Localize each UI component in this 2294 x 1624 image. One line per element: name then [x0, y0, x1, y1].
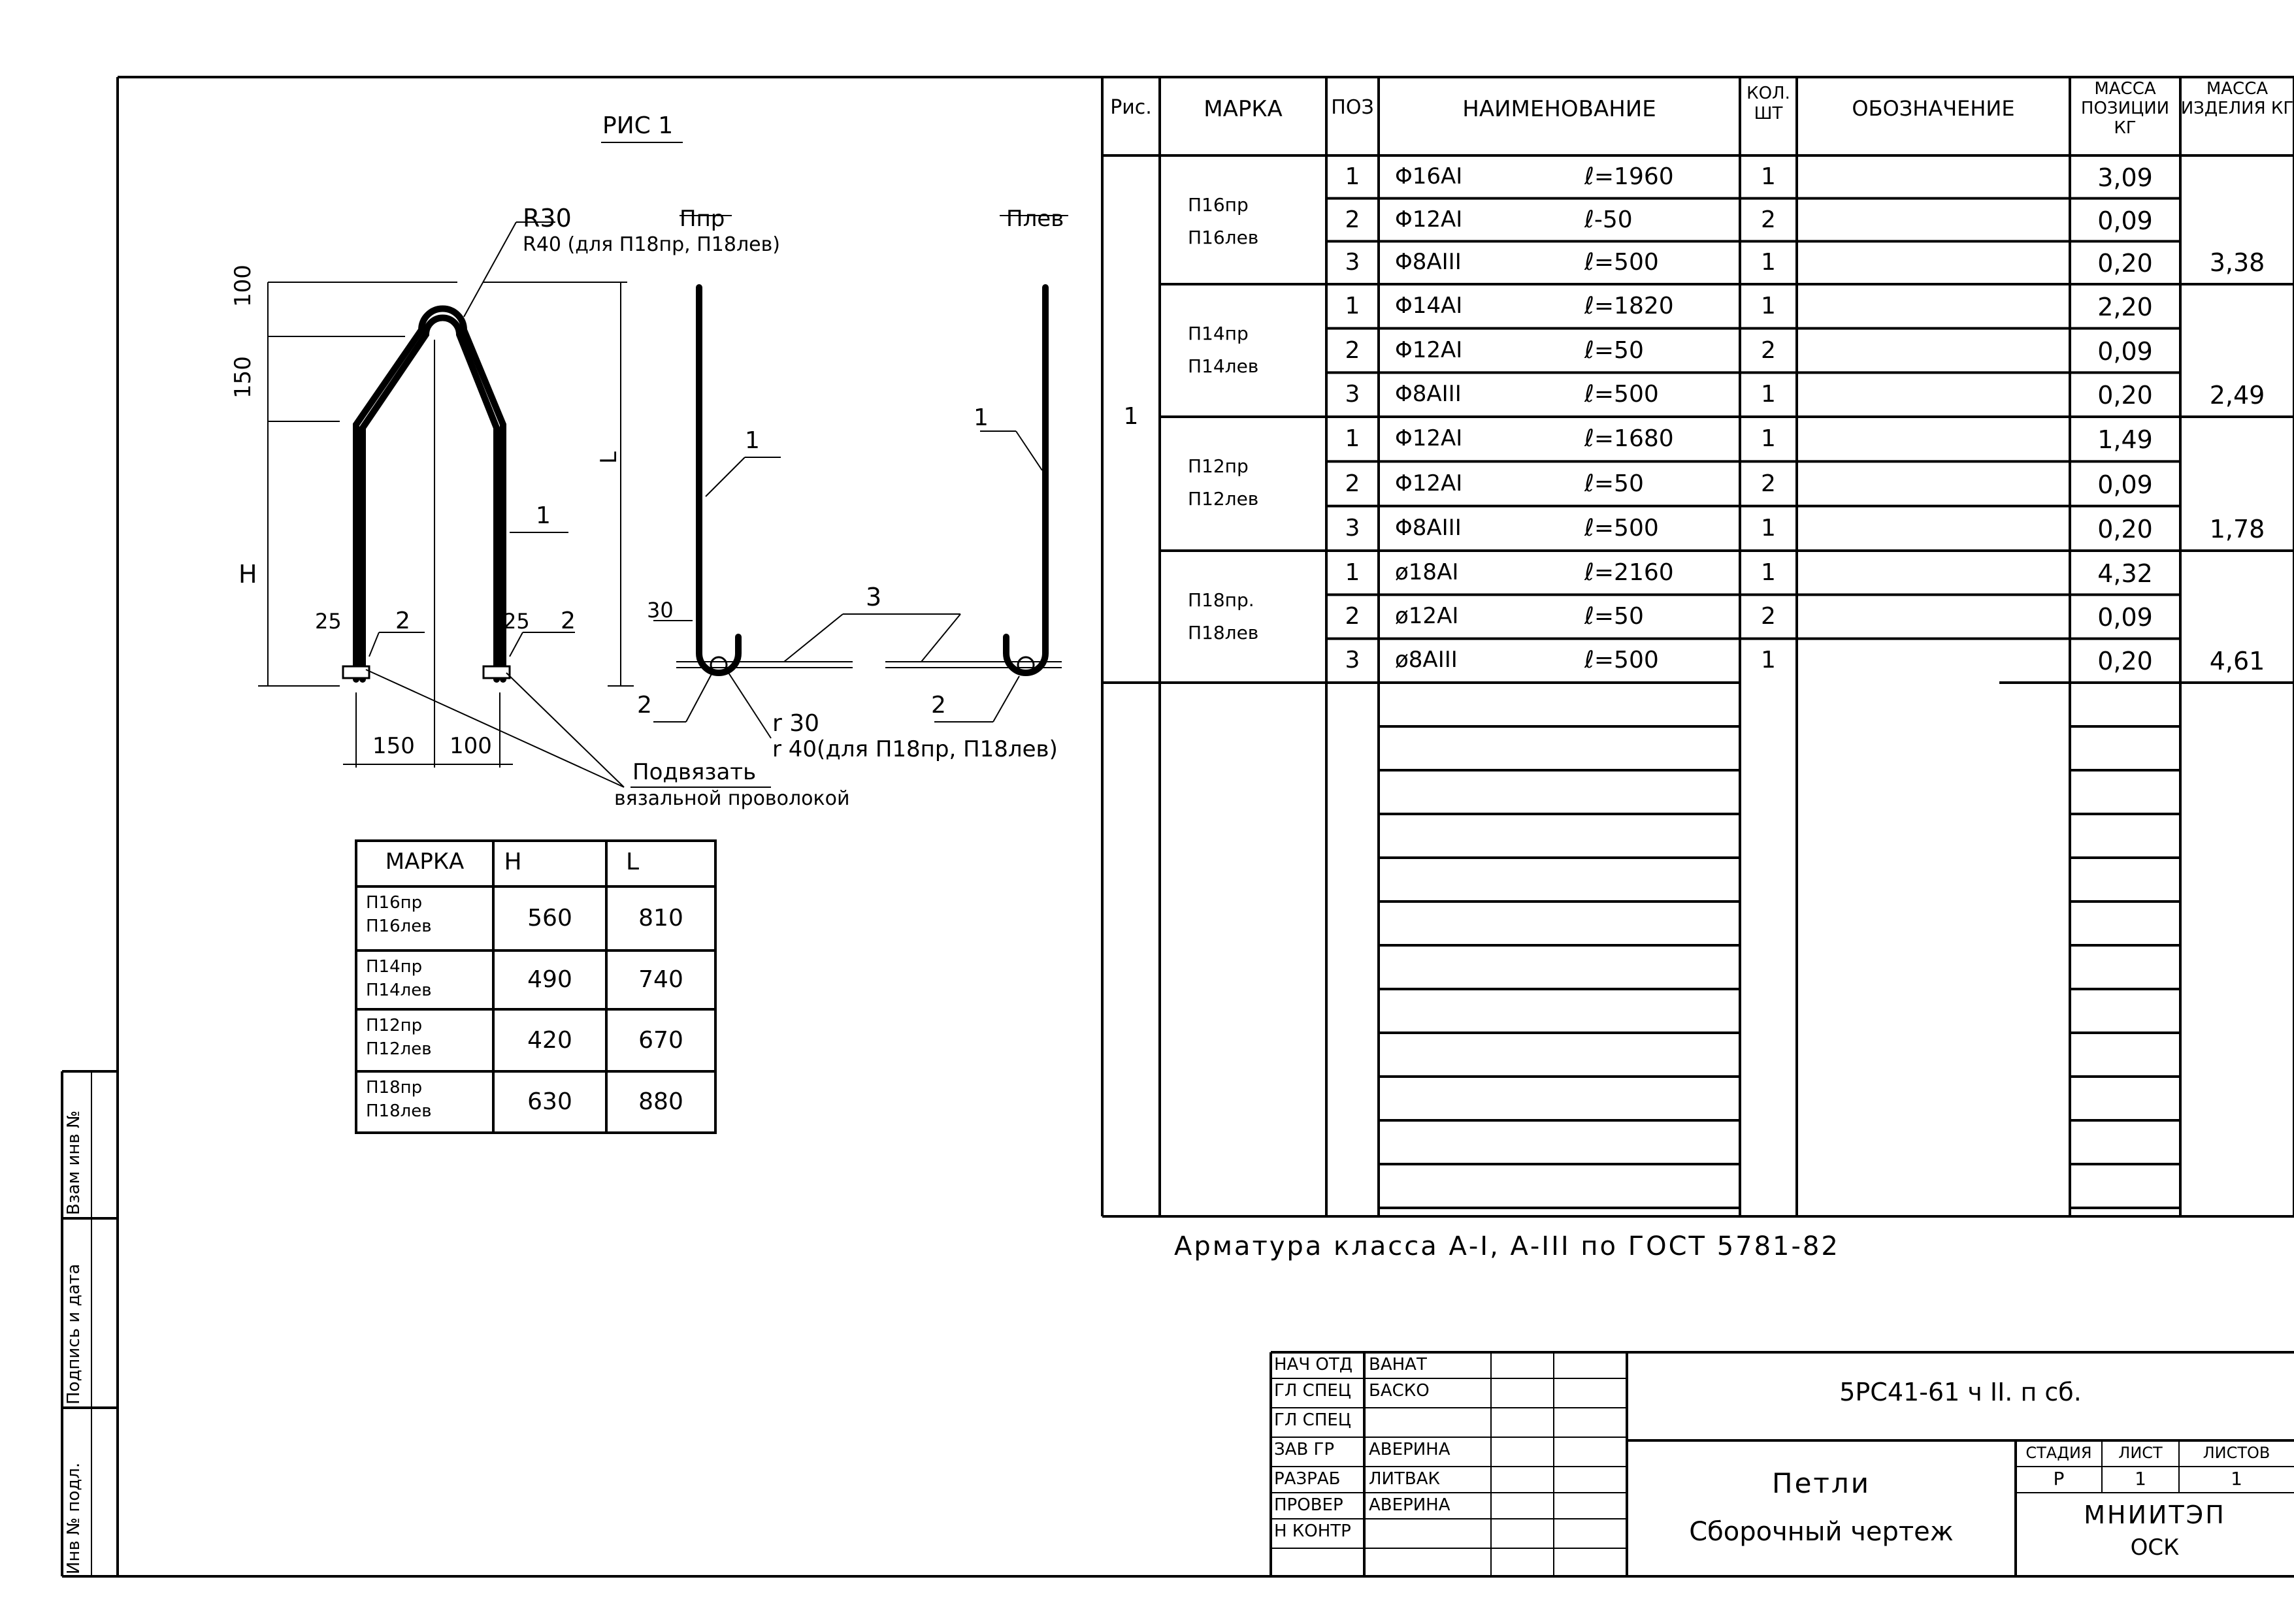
tb-name: АВЕРИНА — [1369, 1440, 1450, 1459]
spec-row-length: ℓ=500 — [1584, 381, 1659, 408]
spec-row-poz: 2 — [1345, 206, 1360, 233]
radius-label-1: R30 — [523, 204, 572, 233]
document-code: 5РС41-61 ч II. п сб. — [1839, 1378, 2082, 1406]
org-line-2: ОСК — [2130, 1535, 2180, 1561]
tb-name: АВЕРИНА — [1369, 1495, 1450, 1515]
dim-100-horizontal: 100 — [450, 733, 492, 759]
spec-header-ris: Рис. — [1110, 96, 1152, 119]
spec-row-qty: 2 — [1761, 206, 1776, 233]
spec-row-mass: 4,32 — [2097, 559, 2153, 588]
label-pr: Ппр — [680, 206, 725, 232]
pos-label-2c: 2 — [637, 692, 652, 719]
dim-25-left: 25 — [315, 609, 342, 634]
dim-H-label: H — [238, 560, 257, 589]
label-lev: Плев — [1006, 206, 1064, 232]
sheets-label: ЛИСТОВ — [2203, 1444, 2270, 1462]
spec-row-mass: 1,49 — [2097, 425, 2153, 455]
spec-row-poz: 3 — [1345, 514, 1360, 542]
spec-group-mark2: П18лев — [1188, 622, 1259, 643]
stage-label: СТАДИЯ — [2025, 1444, 2092, 1462]
spec-row-name: Φ12АI — [1395, 470, 1463, 496]
spec-row-length: ℓ=1960 — [1584, 163, 1674, 190]
spec-row-mass: 3,09 — [2097, 163, 2153, 192]
rebar-class-note: Арматура класса А-I, А-III по ГОСТ 5781-82 — [1174, 1231, 1840, 1261]
dims-row-h: 630 — [527, 1088, 572, 1115]
side-stamp-sign: Подпись и дата — [64, 1263, 84, 1405]
dim-30: 30 — [647, 598, 674, 623]
dim-25-right: 25 — [503, 609, 530, 634]
spec-row-length: ℓ=1820 — [1584, 292, 1674, 319]
spec-row-qty: 1 — [1761, 559, 1776, 586]
dims-row-h: 560 — [527, 905, 572, 932]
tb-role: ПРОВЕР — [1274, 1495, 1343, 1515]
spec-group-mark1: П14пр — [1188, 323, 1249, 344]
dim-L-label: L — [596, 451, 622, 464]
spec-row-length: ℓ=50 — [1584, 470, 1644, 497]
pos-label-1a: 1 — [536, 502, 551, 529]
spec-row-poz: 3 — [1345, 381, 1360, 408]
pos-label-3: 3 — [866, 583, 882, 611]
dims-row-mark1: П14пр — [366, 957, 423, 977]
spec-group-total: 3,38 — [2209, 248, 2265, 277]
tie-note-line-1: Подвязать — [632, 759, 757, 785]
spec-row-poz: 1 — [1345, 425, 1360, 453]
spec-header-mass-item: МАССА ИЗДЕЛИЯ КГ — [2180, 79, 2294, 118]
spec-row-poz: 1 — [1345, 292, 1360, 319]
tb-role: РАЗРАБ — [1274, 1469, 1341, 1489]
spec-header-marka: МАРКА — [1204, 96, 1283, 122]
dim-150-vertical: 150 — [230, 356, 256, 398]
spec-row-name: ø12АI — [1395, 603, 1459, 629]
spec-row-poz: 2 — [1345, 603, 1360, 630]
spec-row-length: ℓ=50 — [1584, 603, 1644, 630]
pos-label-1c: 1 — [974, 404, 989, 431]
dims-row-mark2: П14лев — [366, 981, 432, 1000]
tb-role: ЗАВ ГР — [1274, 1440, 1335, 1459]
spec-group-mark1: П12пр — [1188, 455, 1249, 477]
spec-row-qty: 1 — [1761, 514, 1776, 542]
spec-row-mass: 0,09 — [2097, 603, 2153, 632]
spec-row-length: ℓ=50 — [1584, 336, 1644, 364]
tb-name: БАСКО — [1369, 1381, 1430, 1401]
tb-role: ГЛ СПЕЦ — [1274, 1410, 1351, 1430]
spec-row-name: ø18АI — [1395, 559, 1459, 585]
spec-row-length: ℓ=500 — [1584, 514, 1659, 542]
spec-row-qty: 2 — [1761, 603, 1776, 630]
radius-label-2: R40 (для П18пр, П18лев) — [523, 233, 780, 256]
spec-row-length: ℓ-50 — [1584, 206, 1633, 233]
dims-row-mark1: П18пр — [366, 1078, 423, 1097]
stage-value: Р — [2053, 1468, 2065, 1489]
dims-row-l: 810 — [638, 905, 683, 932]
tb-role: Н КОНТР — [1274, 1521, 1351, 1541]
spec-row-qty: 2 — [1761, 470, 1776, 497]
dim-150-horizontal: 150 — [372, 733, 415, 759]
tb-name: ВАНАТ — [1369, 1355, 1427, 1374]
title-line-2: Сборочный чертеж — [1689, 1517, 1954, 1547]
spec-row-poz: 2 — [1345, 470, 1360, 497]
spec-group-mark2: П12лев — [1188, 488, 1259, 510]
dims-row-l: 740 — [638, 966, 683, 993]
dims-row-l: 880 — [638, 1088, 683, 1115]
dims-row-mark1: П12пр — [366, 1016, 423, 1035]
spec-row-length: ℓ=500 — [1584, 249, 1659, 276]
sheets-value: 1 — [2231, 1468, 2242, 1489]
dims-header-l: L — [625, 849, 640, 875]
spec-row-poz: 2 — [1345, 336, 1360, 364]
spec-row-length: ℓ=1680 — [1584, 425, 1674, 453]
spec-row-qty: 1 — [1761, 425, 1776, 453]
spec-row-qty: 1 — [1761, 249, 1776, 276]
figure-title: РИС 1 — [602, 112, 674, 139]
spec-row-name: ø8АIII — [1395, 647, 1458, 674]
dims-row-h: 490 — [527, 966, 572, 993]
spec-row-poz: 3 — [1345, 249, 1360, 276]
dims-row-h: 420 — [527, 1026, 572, 1054]
dims-header-mark: МАРКА — [385, 849, 465, 875]
radius-small-2: r 40(для П18пр, П18лев) — [772, 736, 1058, 762]
spec-row-mass: 0,20 — [2097, 249, 2153, 278]
spec-group-mark1: П16пр — [1188, 194, 1249, 216]
spec-header-name: НАИМЕНОВАНИЕ — [1462, 96, 1656, 122]
spec-row-poz: 1 — [1345, 559, 1360, 586]
dims-row-mark1: П16пр — [366, 893, 423, 913]
spec-row-mass: 0,20 — [2097, 381, 2153, 410]
dims-row-l: 670 — [638, 1026, 683, 1054]
spec-header-poz: ПОЗ — [1331, 96, 1374, 119]
spec-group-total: 1,78 — [2209, 515, 2265, 544]
spec-group-total: 4,61 — [2209, 647, 2265, 675]
spec-row-poz: 3 — [1345, 647, 1360, 674]
spec-group-mark1: П18пр. — [1188, 589, 1254, 611]
spec-row-poz: 1 — [1345, 163, 1360, 190]
tb-name: ЛИТВАК — [1369, 1469, 1440, 1489]
side-stamp-vzam: Взам инв № — [64, 1111, 84, 1215]
spec-row-qty: 1 — [1761, 163, 1776, 190]
spec-row-mass: 0,20 — [2097, 514, 2153, 544]
spec-group-mark2: П14лев — [1188, 355, 1259, 377]
dims-row-mark2: П12лев — [366, 1039, 432, 1059]
spec-row-mass: 0,09 — [2097, 470, 2153, 499]
spec-row-mass: 2,20 — [2097, 292, 2153, 321]
pos-label-2d: 2 — [931, 692, 946, 719]
spec-row-name: Φ8АIII — [1395, 381, 1462, 408]
spec-group-total: 2,49 — [2209, 381, 2265, 410]
spec-row-name: Φ8АIII — [1395, 249, 1462, 276]
dims-row-mark2: П18лев — [366, 1101, 432, 1121]
spec-row-length: ℓ=2160 — [1584, 559, 1674, 586]
dims-row-mark2: П16лев — [366, 917, 432, 936]
spec-row-name: Φ14АI — [1395, 292, 1463, 319]
spec-row-qty: 1 — [1761, 381, 1776, 408]
dim-100-vertical: 100 — [230, 265, 256, 307]
sheet-value: 1 — [2135, 1468, 2146, 1489]
sheet-label: ЛИСТ — [2118, 1444, 2163, 1462]
spec-row-mass: 0,09 — [2097, 336, 2153, 366]
tb-role: ГЛ СПЕЦ — [1274, 1381, 1351, 1401]
pos-label-2b: 2 — [561, 608, 576, 634]
org-line-1: МНИИТЭП — [2084, 1501, 2226, 1529]
pos-label-2a: 2 — [395, 608, 410, 634]
dims-header-h: H — [504, 849, 522, 875]
spec-row-name: Φ12АI — [1395, 206, 1463, 233]
spec-header-mass-pos: МАССА ПОЗИЦИИ КГ — [2080, 79, 2170, 138]
spec-row-qty: 1 — [1761, 292, 1776, 319]
tb-role: НАЧ ОТД — [1274, 1355, 1353, 1374]
spec-row-name: Φ8АIII — [1395, 514, 1462, 541]
spec-row-name: Φ12АI — [1395, 425, 1463, 452]
title-line-1: Петли — [1771, 1467, 1871, 1499]
spec-row-qty: 2 — [1761, 336, 1776, 364]
loop-side-views — [653, 216, 1068, 738]
tie-note-line-2: вязальной проволокой — [614, 787, 850, 810]
spec-row-name: Φ12АI — [1395, 336, 1463, 363]
spec-row-mass: 0,20 — [2097, 647, 2153, 676]
side-stamp-inv: Инв № подл. — [64, 1462, 84, 1574]
spec-row-qty: 1 — [1761, 647, 1776, 674]
spec-ris-value: 1 — [1123, 403, 1139, 430]
spec-header-oboz: ОБОЗНАЧЕНИЕ — [1852, 96, 2015, 121]
spec-row-name: Φ16АI — [1395, 163, 1463, 189]
radius-small-1: r 30 — [772, 710, 820, 737]
spec-row-length: ℓ=500 — [1584, 647, 1659, 674]
spec-group-mark2: П16лев — [1188, 227, 1259, 248]
spec-row-mass: 0,09 — [2097, 206, 2153, 235]
spec-header-kol: КОЛ. ШТ — [1746, 84, 1790, 124]
loop-front-view — [258, 222, 634, 787]
pos-label-1b: 1 — [745, 427, 760, 454]
